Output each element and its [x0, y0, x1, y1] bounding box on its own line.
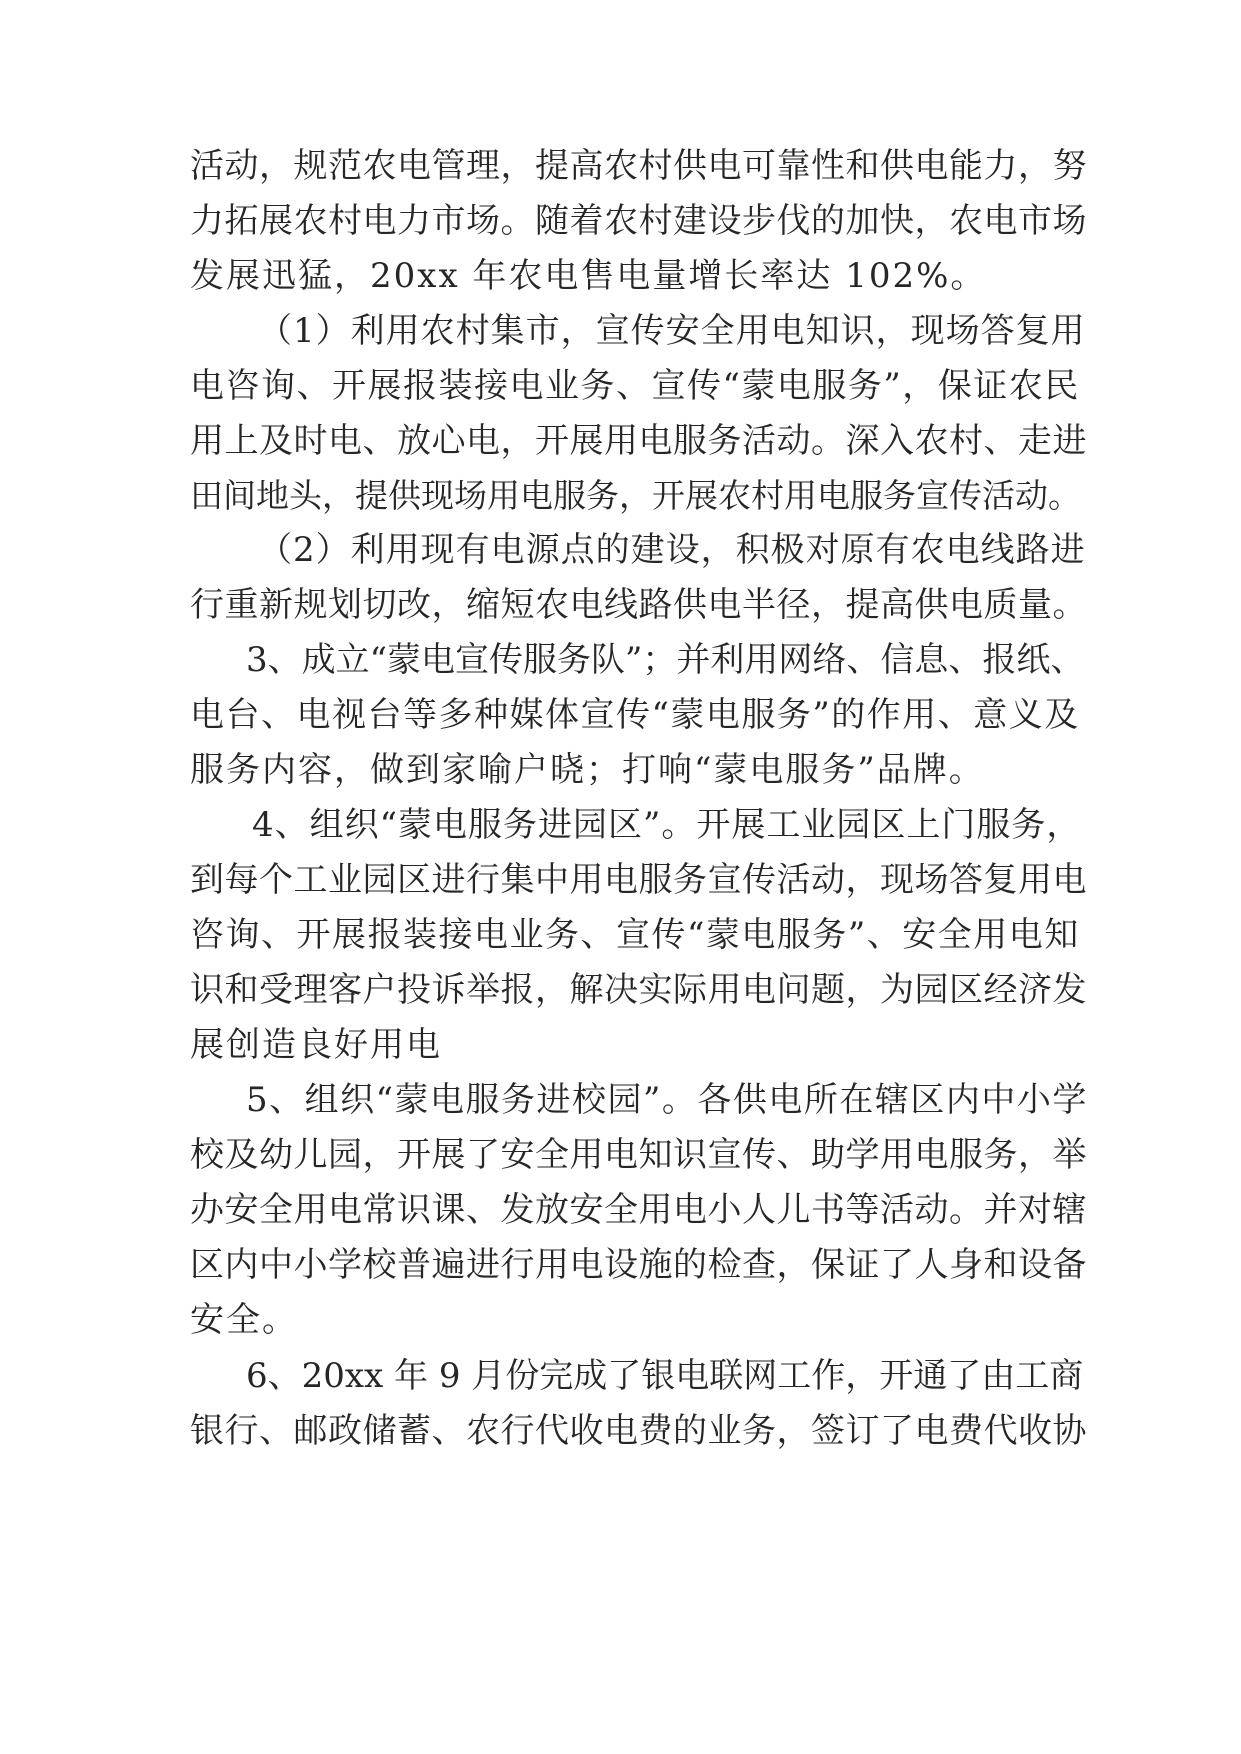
text-line: 到每个工业园区进行集中用电服务宣传活动，现场答复用电 [190, 860, 1087, 900]
text-line: 安全。 [190, 1300, 298, 1340]
text-line: 区内中小学校普遍进行用电设施的检查，保证了人身和设备 [190, 1245, 1087, 1285]
text-line: 银行、邮政储蓄、农行代收电费的业务，签订了电费代收协 [190, 1411, 1087, 1451]
text-line: 电台、电视台等多种媒体宣传“蒙电服务”的作用、意义及 [190, 695, 1080, 735]
text-line: 田间地头，提供现场用电服务，开展农村用电服务宣传活动。 [190, 476, 1081, 515]
text-line: 办安全用电常识课、发放安全用电小人儿书等活动。并对辖 [190, 1190, 1087, 1230]
text-line: （2）利用现有电源点的建设，积极对原有农电线路进 [258, 530, 1086, 570]
text-line: 发展迅猛，20xx 年农电售电量增长率达 102%。 [190, 256, 987, 296]
text-line: 展创造良好用电 [190, 1025, 442, 1065]
text-line: 校及幼儿园，开展了安全用电知识宣传、助学用电服务，举 [190, 1135, 1087, 1175]
text-line: 力拓展农村电力市场。随着农村建设步伐的加快，农电市场 [190, 201, 1087, 241]
text-line: 6、20xx 年 9 月份完成了银电联网工作，开通了由工商 [246, 1356, 1084, 1396]
text-line: 4、组织“蒙电服务进园区”。开展工业园区上门服务， [252, 805, 1082, 845]
text-line: 识和受理客户投诉举报，解决实际用电问题，为园区经济发 [190, 970, 1087, 1010]
text-line: （1）利用农村集市，宣传安全用电知识，现场答复用 [258, 311, 1086, 351]
text-line: 服务内容，做到家喻户晓；打响“蒙电服务”品牌。 [190, 750, 985, 790]
text-line: 用上及时电、放心电，开展用电服务活动。深入农村、走进 [190, 421, 1087, 461]
text-line: 活动，规范农电管理，提高农村供电可靠性和供电能力，努 [190, 146, 1087, 186]
text-line: 3、成立“蒙电宣传服务队”；并利用网络、信息、报纸、 [246, 640, 1085, 680]
text-line: 咨询、开展报装接电业务、宣传“蒙电服务”、安全用电知 [190, 915, 1080, 955]
text-line: 电咨询、开展报装接电业务、宣传“蒙电服务”，保证农民 [190, 366, 1080, 406]
text-line: 行重新规划切改，缩短农电线路供电半径，提高供电质量。 [190, 585, 1087, 625]
text-line: 5、组织“蒙电服务进校园”。各供电所在辖区内中小学 [246, 1080, 1088, 1120]
